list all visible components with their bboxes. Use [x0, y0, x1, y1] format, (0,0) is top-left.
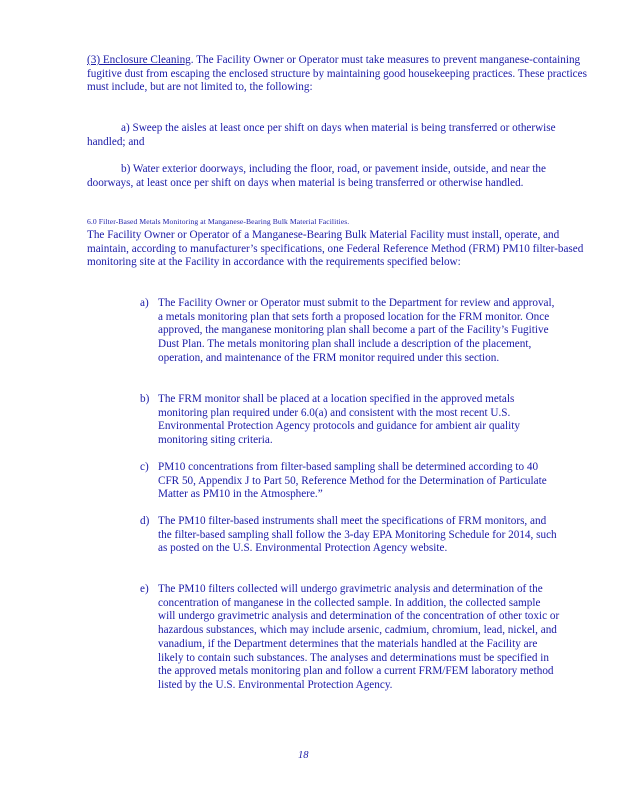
list-item-label: c) [140, 461, 149, 473]
list-item-d [140, 515, 560, 556]
list-item-text: PM10 concentrations from filter-based sampling shall be determined according to 40 CFR 50, Appendix J to Part 50, Reference Method for the Determination of Particulate Matter as PM10 in the Atmosphere.” [158, 461, 547, 501]
list-item-label: d) [140, 515, 150, 527]
list-item-label: a) [140, 297, 149, 309]
list-item-text: The PM10 filters collected will undergo gravimetric analysis and determination of the concentration of manganese in the collected sample. In addition, the collected sample will undergo gravimetric analysis and determination of the concentration of other toxic or hazardous substances, which may include arsenic, cadmium, chromium, lead, nickel, and vanadium, if the Department determines that the materials handled at the Facility are likely to contain such substances. The analyses and determinations must be specified in the approved metals monitoring plan and follow a current FRM/FEM laboratory method listed by the U.S. Environmental Protection Agency. [158, 583, 560, 691]
section-3-body: . The Facility Owner or Operator must take measures to prevent manganese-containing fugitive dust from escaping the enclosed structure by maintaining good housekeeping practices. These practices must include, but are not limited to, the following: [87, 54, 587, 94]
list-item-text: The Facility Owner or Operator must submit to the Department for review and approval, a metals monitoring plan that sets forth a proposed location for the FRM monitor. Once approved, the manganese monitoring plan shall become a part of the Facility’s Fugitive Dust Plan. The metals monitoring plan shall include a description of the placement, operation, and maintenance of the FRM monitor required under this section. [158, 297, 555, 364]
list-item-c [140, 461, 560, 502]
list-item-a [140, 297, 560, 366]
section-6-heading: 6.0 Filter-Based Metals Monitoring at Manganese-Bearing Bulk Material Facilities. [87, 217, 350, 226]
list-item-label: e) [140, 583, 149, 595]
list-item-text: The PM10 filter-based instruments shall meet the specifications of FRM monitors, and the filter-based sampling shall follow the 3-day EPA Monitoring Schedule for 2014, such as posted on the U.S. Environmental Protection Agency website. [158, 515, 557, 555]
list-item-e [140, 583, 560, 693]
list-item-b [140, 393, 560, 448]
list-item-text: The FRM monitor shall be placed at a location specified in the approved metals monitoring plan required under 6.0(a) and consistent with the most recent U.S. Environmental Protection Agency protocols and guidance for ambient air quality monitoring siting criteria. [158, 393, 520, 447]
paragraph-b: b) Water exterior doorways, including the floor, road, or pavement inside, outside, and near the doorways, at least once per shift on days when material is being transferred or otherwise handled. [87, 163, 546, 189]
section-3-paragraph [87, 54, 587, 95]
section-3-title: (3) Enclosure Cleaning [87, 54, 191, 66]
page-number: 18 [298, 750, 309, 761]
section-6-body: The Facility Owner or Operator of a Manganese-Bearing Bulk Material Facility must install, operate, and maintain, according to manufacturer’s specifications, one Federal Reference Method (FRM) PM10 filter-based monitoring site at the Facility in accordance with the requirements specified below: [87, 229, 584, 269]
paragraph-a: a) Sweep the aisles at least once per shift on days when material is being transferred or otherwise handled; and [87, 122, 556, 148]
list-item-label: b) [140, 393, 150, 405]
